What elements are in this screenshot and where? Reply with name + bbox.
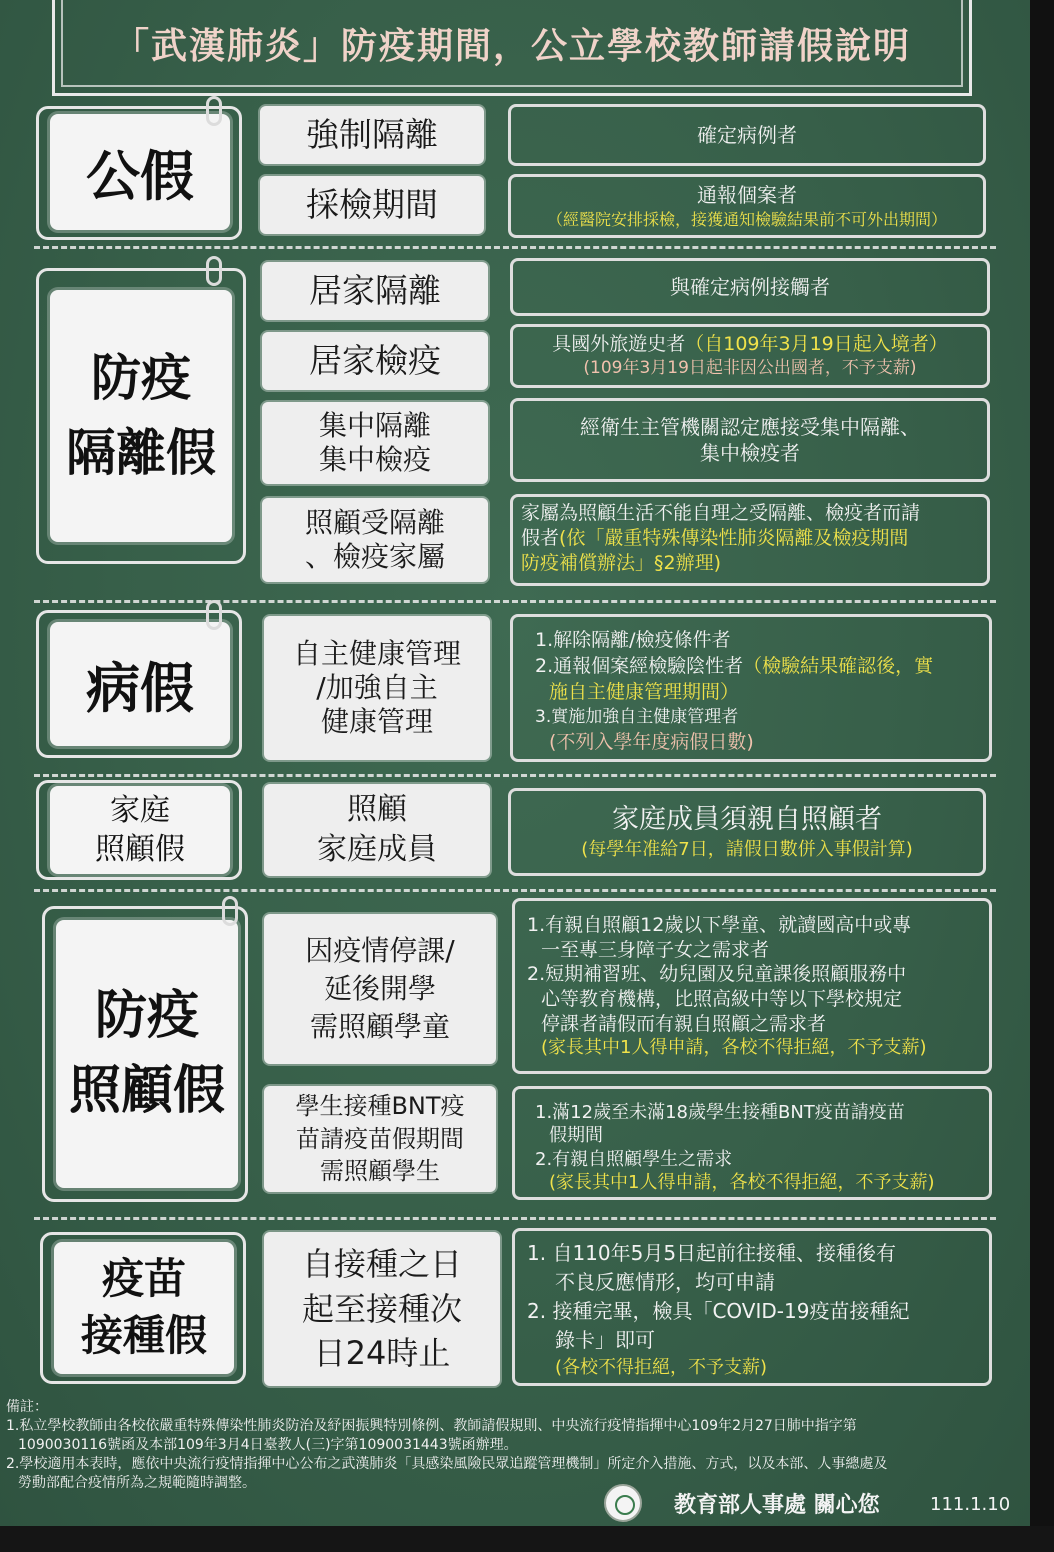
- item-highlight: 施自主健康管理期間）: [549, 681, 740, 704]
- item-desc-line: 停課者請假而有親自照顧之需求者: [541, 1012, 827, 1035]
- paperclip-icon: [206, 96, 222, 126]
- item-desc-line: 2.短期補習班、幼兒園及兒童課後照顧服務中: [527, 963, 907, 986]
- item-name-line: 需照顧學童: [309, 1009, 450, 1043]
- category-sick-leave: 病假: [50, 622, 230, 746]
- item-desc-line: [552, 332, 948, 357]
- item-highlight: 防疫補償辦法」§2辦理): [521, 552, 722, 575]
- notes-line: 1.私立學校教師由各校依嚴重特殊傳染性肺炎防治及紓困振興特別條例、教師請假規則、中央流行疫情指揮中心109年2月27日肺中指字第: [6, 1417, 857, 1434]
- section-divider: [34, 600, 996, 603]
- item-desc-box: [508, 174, 986, 238]
- category-quarantine-leave: [50, 290, 232, 542]
- item-desc-line: 1.解除隔離/檢疫條件者: [535, 629, 731, 651]
- item-note: (家長其中1人得申請，各校不得拒絕，不予支薪): [541, 1037, 927, 1059]
- item-name-line: 自主健康管理: [292, 636, 461, 670]
- paperclip-icon: [206, 256, 222, 286]
- item-name: [262, 402, 488, 484]
- item-name-line: /加強自主: [316, 670, 438, 704]
- item-desc-line: 3.實施加強自主健康管理者: [535, 706, 739, 727]
- notes-line: 1090030116號函及本部109年3月4日臺教人(三)字第1090031443號函辦理。: [18, 1436, 518, 1453]
- item-note: (109年3月19日起非因公出國者，不予支薪): [583, 358, 917, 379]
- item-desc-line: [521, 526, 979, 551]
- item-name: 採檢期間: [260, 176, 484, 234]
- section-divider: [34, 246, 996, 249]
- item-name: 強制隔離: [260, 106, 484, 164]
- item-desc: 與確定病例接觸者: [670, 274, 830, 299]
- right-edge: [1030, 0, 1054, 1552]
- item-note: (各校不得拒絕，不予支薪): [555, 1357, 768, 1378]
- item-name-line: 健康管理: [320, 705, 433, 739]
- item-name-line: 延後開學: [323, 972, 436, 1006]
- item-desc-box: [510, 324, 990, 388]
- page-title: 「武漢肺炎」防疫期間，公立學校教師請假說明: [112, 26, 911, 67]
- category-label-line: 接種假: [80, 1311, 207, 1360]
- item-name-line: 因疫情停課/: [305, 934, 455, 968]
- item-name-line: 集中隔離: [318, 408, 431, 442]
- item-name-line: 照顧: [347, 791, 407, 827]
- item-name: [264, 616, 490, 760]
- item-desc-box: [510, 494, 990, 586]
- item-highlight: （檢驗結果確認後，實: [743, 655, 934, 678]
- item-desc-line: 2.有親自照顧學生之需求: [535, 1148, 733, 1170]
- item-highlight: (依「嚴重特殊傳染性肺炎隔離及檢疫期間: [559, 527, 909, 550]
- item-desc-box: [510, 258, 990, 316]
- item-desc-box: [512, 898, 992, 1074]
- item-desc-box: [510, 614, 992, 762]
- item-note: (不列入學年度病假日數): [549, 731, 754, 754]
- category-official-leave: 公假: [50, 114, 230, 230]
- item-name-line: 家庭成員: [317, 832, 437, 867]
- item-desc: 家庭成員須親自照顧者: [612, 804, 882, 836]
- item-desc-line: 假期間: [549, 1125, 603, 1147]
- section-divider: [34, 774, 996, 777]
- item-name-line: 起至接種次: [301, 1289, 462, 1328]
- item-desc-line: [535, 653, 981, 679]
- item-name: 居家隔離: [262, 262, 488, 320]
- item-desc-line: 不良反應情形，均可申請: [555, 1270, 775, 1294]
- category-label-line: 照顧假: [68, 1061, 225, 1121]
- item-desc-box: [508, 104, 986, 166]
- item-desc-box: [512, 1086, 992, 1200]
- item-desc: 具國外旅遊史者: [552, 333, 686, 356]
- category-label-line: 照顧假: [95, 832, 185, 867]
- notes-line: 勞動部配合疫情所為之規範隨時調整。: [18, 1474, 256, 1491]
- item-note: (每學年准給7日，請假日數併入事假計算): [581, 838, 913, 860]
- item-name: 居家檢疫: [262, 332, 488, 390]
- item-desc: 2.通報個案經檢驗陰性者: [535, 655, 744, 678]
- category-epidemic-care-leave: [56, 920, 238, 1188]
- item-name: [264, 1086, 496, 1192]
- item-note: （經醫院安排採檢，接獲通知檢驗結果前不可外出期間）: [546, 209, 947, 229]
- footer-org: 教育部人事處 關心您: [674, 1493, 880, 1518]
- category-family-care-leave: [50, 786, 230, 874]
- item-name-line: 、檢疫家屬: [304, 540, 445, 573]
- item-name-line: 苗請疫苗假期間: [296, 1124, 464, 1153]
- item-name: [264, 784, 490, 876]
- item-desc-line: 1.有親自照顧12歲以下學童、就讀國高中或專: [527, 914, 912, 936]
- item-desc-line: 錄卡」即可: [555, 1328, 655, 1352]
- item-desc-box: [512, 1228, 992, 1386]
- item-desc-line: 1.滿12歲至未滿18歲學生接種BNT疫苗請疫苗: [535, 1102, 905, 1123]
- category-label-line: 防疫: [91, 349, 191, 407]
- item-desc-line: 心等教育機構，比照高級中等以下學校規定: [541, 988, 903, 1011]
- item-note: (家長其中1人得申請，各校不得拒絕，不予支薪): [549, 1172, 935, 1194]
- item-desc-box: [508, 788, 986, 876]
- item-highlight: （自109年3月19日起入境者）: [685, 333, 948, 356]
- category-label-line: 疫苗: [101, 1254, 186, 1304]
- category-vaccine-leave: [54, 1242, 234, 1374]
- item-desc-box: [510, 398, 990, 482]
- item-name-line: 自接種之日: [301, 1244, 462, 1283]
- item-desc: 假者: [521, 527, 560, 550]
- item-desc-line: 一至專三身障子女之需求者: [541, 938, 770, 961]
- item-desc-line: 經衛生主管機關認定應接受集中隔離、: [580, 414, 920, 439]
- item-name: [262, 498, 488, 582]
- section-divider: [34, 889, 996, 892]
- section-divider: [34, 1217, 996, 1220]
- item-desc-line: 集中檢疫者: [700, 441, 800, 465]
- ministry-seal-icon: [604, 1484, 642, 1522]
- item-desc-line: 1. 自110年5月5日起前往接種、接種後有: [527, 1241, 897, 1265]
- category-label-line: 家庭: [110, 793, 170, 828]
- category-label-line: 防疫: [94, 985, 199, 1046]
- category-label-line: 隔離假: [66, 424, 216, 482]
- notes-heading: 備註：: [6, 1399, 48, 1415]
- paperclip-icon: [222, 896, 238, 926]
- notes-section: [6, 1398, 1016, 1492]
- footer-date: 111.1.10: [930, 1494, 1011, 1515]
- item-name-line: 日24時止: [313, 1334, 451, 1373]
- item-name-line: 學生接種BNT疫: [295, 1092, 465, 1121]
- item-desc: 確定病例者: [697, 122, 797, 147]
- item-desc: 通報個案者: [697, 183, 797, 208]
- item-name-line: 照顧受隔離: [304, 505, 445, 539]
- item-name-line: 集中檢疫: [318, 443, 431, 476]
- item-name-line: 需照顧學生: [320, 1157, 440, 1186]
- notes-line: 2.學校適用本表時，應依中央流行疫情指揮中心公布之武漢肺炎「具感染風險民眾追蹤管理機制」所定介入措施、方式，以及本部、人事總處及: [6, 1455, 888, 1472]
- bottom-edge: [0, 1526, 1054, 1552]
- paperclip-icon: [206, 600, 222, 630]
- item-name: [264, 914, 496, 1064]
- item-desc-line: 家屬為照顧生活不能自理之受隔離、檢疫者而請: [521, 502, 921, 524]
- item-name: [264, 1232, 500, 1386]
- item-desc-line: 2. 接種完畢，檢具「COVID-19疫苗接種紀: [527, 1299, 910, 1323]
